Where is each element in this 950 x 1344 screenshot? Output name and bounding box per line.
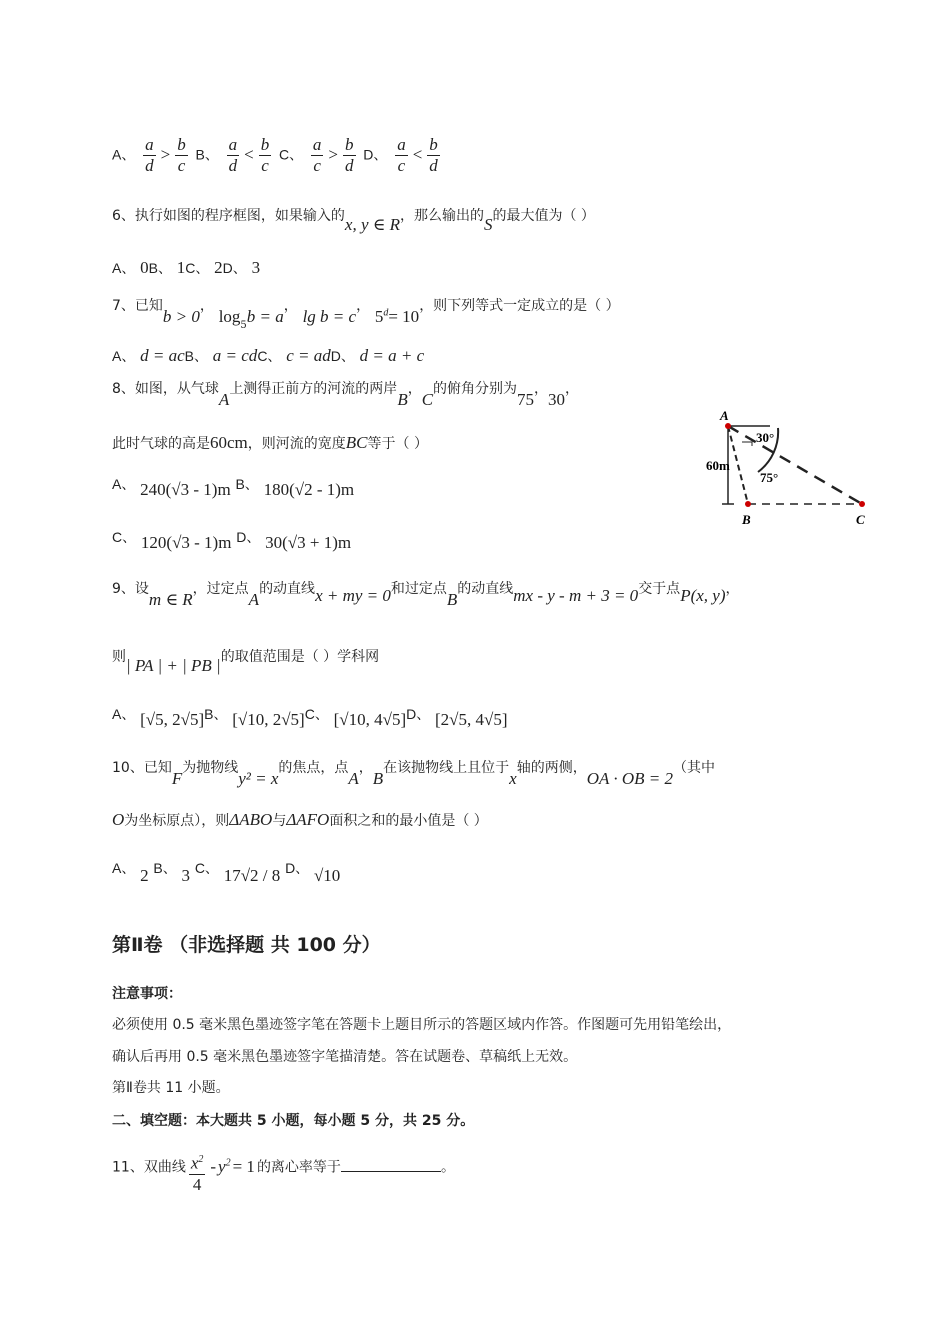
- q5-opt-a-label: A、: [112, 146, 136, 163]
- q11-stem: 11、双曲线 $\frac{x^2}{4}$ - $y^2 = 1$ 的离心率等于 。: [112, 1150, 455, 1195]
- fill-heading: 二、填空题：本大题共 5 小题，每小题 5 分，共 25 分。: [112, 1113, 475, 1129]
- q8-stem: 8、如图，从气球A上测得正前方的河流的两岸B，C的俯角分别为75，30，: [112, 381, 580, 409]
- notice-p1: 必须使用 0.5 毫米黑色墨迹签字笔在答题卡上题目所示的答题区域内作答。作图题可先用铅笔绘出，: [112, 1017, 732, 1033]
- q6-stem: 6、执行如图的程序框图，如果输入的x, y ∈ R，那么输出的S的最大值为（ ）: [112, 208, 595, 234]
- q7-options: A、 d = acB、 a = cdC、 c = adD、 d = a + c: [112, 346, 425, 365]
- q5-opt-b-label: B、: [195, 146, 219, 163]
- fig-label-a: A: [720, 408, 729, 423]
- fig-height: 60m: [706, 458, 730, 473]
- q8-line2: 此时气球的高是60cm，则河流的宽度BC等于（ ）: [112, 433, 428, 452]
- notice-heading: 注意事项：: [112, 986, 182, 1002]
- fig-label-c: C: [856, 512, 865, 527]
- q5-opt-d-label: D、: [363, 146, 388, 163]
- q10-line2: O为坐标原点），则ΔABO与ΔAFO面积之和的最小值是（ ）: [112, 810, 488, 829]
- q9-stem: 9、设m ∈ R，过定点A的动直线x + my = 0和过定点B的动直线mx - y - m + 3 = 0交于点P(x, y)，: [112, 581, 740, 609]
- fig-label-b: B: [742, 512, 751, 527]
- answer-blank[interactable]: [341, 1157, 441, 1172]
- q8-options-ab: A、 240(√3 - 1)m B、 180(√2 - 1)m: [112, 476, 355, 499]
- q5-frac: $\frac{a}{d}$: [145, 135, 154, 175]
- q7-stem: 7、已知b > 0， $\log_5b = a$， lg b = c， $5^d= 10$，则下列等式一定成立的是（ ）: [112, 298, 620, 331]
- q6-options: A、 0B、 1C、 2D、 3: [112, 258, 261, 277]
- q10-options: A、 2 B、 3 C、 17√2 / 8 D、 √10: [112, 860, 341, 885]
- q8-figure: [700, 402, 880, 532]
- q9-options: A、 [√5, 2√5]B、 [√10, 2√5]C、 [√10, 4√5]D、 [2√5, 4√5]: [112, 706, 508, 729]
- fig-angle-30: 30°: [756, 430, 775, 445]
- q9-line2: 则| PA | + | PB |的取值范围是（ ）学科网: [112, 649, 380, 675]
- fig-angle-75: 75°: [760, 470, 779, 485]
- q6-var: x, y ∈ R: [344, 215, 400, 234]
- q8-options-cd: C、 120(√3 - 1)m D、 30(√3 + 1)m: [112, 529, 352, 552]
- section-title: 第Ⅱ卷 （非选择题 共 100 分）: [112, 934, 381, 956]
- notice-p2: 确认后再用 0.5 毫米黑色墨迹签字笔描清楚。答在试题卷、草稿纸上无效。: [112, 1049, 578, 1065]
- notice-p3: 第Ⅱ卷共 11 小题。: [112, 1080, 230, 1096]
- q5-opt-c-label: C、: [279, 146, 304, 163]
- q5-options: A、 $\frac{a}{d}$ > $\frac{b}{c}$ B、 $\frac{a}{d}$ < $\frac{b}{c}$ C、 $\frac{a}{c}$ > $\frac{b}{d}$ D、 $\frac{a}{c}$ < $\frac{b}{d}$: [112, 135, 438, 175]
- q10-stem: 10、已知F为抛物线y² = x的焦点，点A，B在该抛物线上且位于x轴的两侧，OA · OB = 2（其中: [112, 760, 715, 788]
